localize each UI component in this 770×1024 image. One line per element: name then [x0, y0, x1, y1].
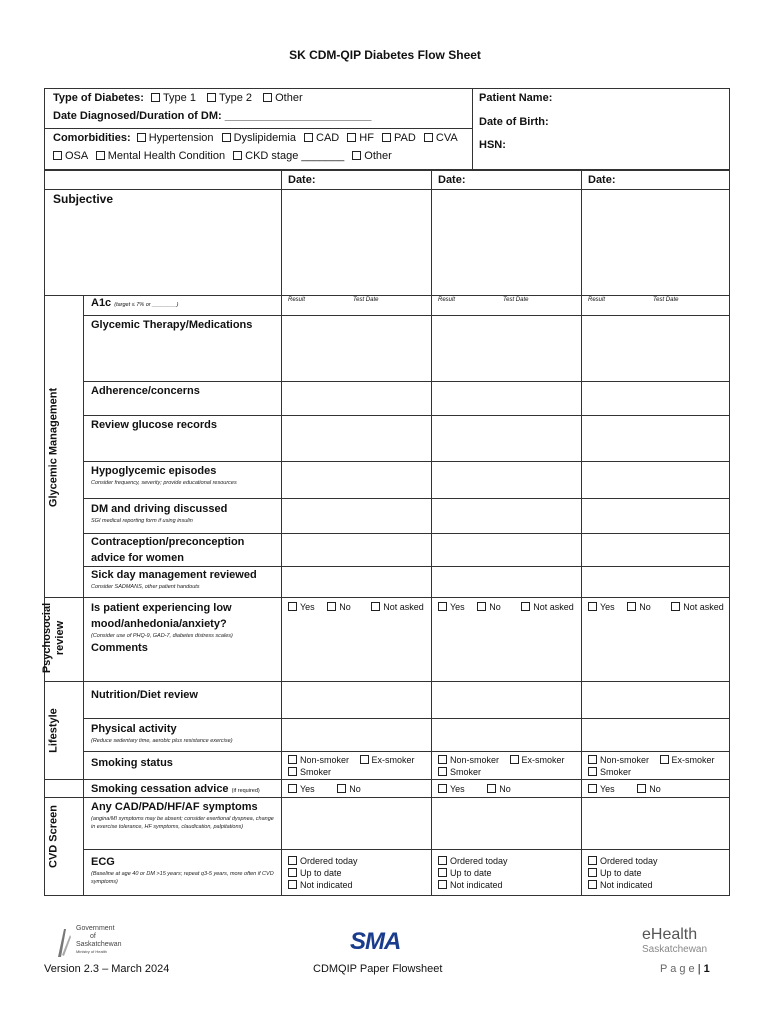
checkbox[interactable]	[288, 784, 297, 793]
opt-non-smoker: Non-smoker	[300, 755, 350, 765]
opt-not-indicated: Not indicated	[300, 880, 353, 890]
opt-yes: Yes	[450, 784, 465, 794]
date-header[interactable]: Date:	[438, 174, 466, 186]
page-label: P a g e	[660, 963, 695, 975]
hypo-sub: Consider frequency, severity; provide educational resources	[91, 480, 237, 486]
checkbox[interactable]	[53, 151, 62, 160]
mood-text: Is patient experiencing low mood/anhedonia/anxiety?	[91, 602, 232, 630]
grid-line	[45, 189, 729, 190]
checkbox[interactable]	[360, 755, 369, 764]
grid-line	[45, 681, 729, 682]
grid-line	[45, 597, 729, 598]
opt-ordered: Ordered today	[300, 856, 358, 866]
grid-line	[45, 779, 729, 780]
checkbox[interactable]	[588, 868, 597, 877]
opt-label: Hypertension	[148, 132, 214, 144]
opt-smoker: Smoker	[450, 767, 482, 777]
a1c-target: (target ≤ 7% or ________)	[114, 302, 179, 308]
wheat-icon	[52, 925, 74, 959]
checkbox[interactable]	[637, 784, 646, 793]
checkbox[interactable]	[233, 151, 242, 160]
mood-options-3	[588, 601, 724, 613]
opt-label: CVA	[435, 132, 458, 144]
checkbox[interactable]	[521, 602, 530, 611]
opt-yes: Yes	[300, 602, 315, 612]
subjective-label: Subjective	[53, 192, 114, 206]
opt-ex-smoker: Ex-smoker	[521, 755, 565, 765]
opt-yes: Yes	[600, 602, 615, 612]
grid-line	[45, 797, 729, 798]
ecg-options-1	[288, 855, 358, 891]
grid-line	[83, 849, 729, 850]
cessation-sub: (if required)	[231, 788, 260, 794]
checkbox[interactable]	[588, 856, 597, 865]
ecg-text: ECG	[91, 856, 115, 868]
grid-line	[83, 461, 729, 462]
activity-label	[91, 721, 233, 745]
grid-line	[83, 751, 729, 752]
opt-yes: Yes	[450, 602, 465, 612]
sick-sub: Consider SADMANS, other patient handouts	[91, 584, 200, 590]
gov-line3: Saskatchewan	[76, 941, 122, 948]
opt-label: Mental Health Condition	[107, 150, 226, 162]
cessation-options-3	[588, 783, 661, 795]
test-date-label: Test Date	[653, 297, 679, 303]
test-date-label: Test Date	[503, 297, 529, 303]
opt-label: Type 2	[219, 92, 253, 104]
checkbox[interactable]	[96, 151, 105, 160]
opt-no: No	[649, 784, 661, 794]
checkbox[interactable]	[438, 880, 447, 889]
grid-line	[83, 498, 729, 499]
a1c-text: A1c	[91, 297, 112, 309]
smoking-options-3	[588, 754, 715, 778]
grid-line	[83, 315, 729, 316]
mood-sub: (Consider use of PHQ-9, GAD-7, diabetes distress scales)	[91, 633, 233, 639]
opt-ordered: Ordered today	[600, 856, 658, 866]
checkbox[interactable]	[352, 151, 361, 160]
cad-text: Any CAD/PAD/HF/AF symptoms	[91, 801, 258, 813]
nutrition-label: Nutrition/Diet review	[91, 689, 198, 701]
ecg-label	[91, 854, 276, 886]
sick-label	[91, 567, 257, 591]
checkbox[interactable]	[438, 767, 447, 776]
opt-ex-smoker: Ex-smoker	[671, 755, 715, 765]
page-title: SK CDM-QIP Diabetes Flow Sheet	[289, 48, 481, 62]
page-number: P a g e | 1	[660, 963, 710, 975]
section-psychosocial: Psychosocial review	[41, 602, 66, 674]
activity-text: Physical activity	[91, 723, 177, 735]
section-glycemic: Glycemic Management	[47, 387, 60, 508]
sick-text: Sick day management reviewed	[91, 569, 257, 581]
checkbox[interactable]	[382, 133, 391, 142]
mood-options-1	[288, 601, 424, 613]
hypo-label	[91, 463, 237, 487]
hsn-field[interactable]: HSN:	[479, 139, 506, 151]
opt-not-indicated: Not indicated	[450, 880, 503, 890]
smoking-options-1	[288, 754, 415, 778]
ehealth-sub: Saskatchewan	[642, 944, 708, 955]
flow-sheet-grid	[41, 170, 730, 896]
opt-up-to-date: Up to date	[450, 868, 492, 878]
test-date-label: Test Date	[353, 297, 379, 303]
cessation-options-2	[438, 783, 511, 795]
checkbox[interactable]	[288, 755, 297, 764]
opt-label: Type 1	[162, 92, 196, 104]
version-text: Version 2.3 – March 2024	[44, 963, 170, 975]
checkbox[interactable]	[588, 755, 597, 764]
opt-ex-smoker: Ex-smoker	[371, 755, 415, 765]
checkbox[interactable]	[487, 784, 496, 793]
type-of-diabetes	[53, 92, 303, 104]
checkbox[interactable]	[288, 868, 297, 877]
checkbox[interactable]	[288, 602, 297, 611]
opt-non-smoker: Non-smoker	[600, 755, 650, 765]
opt-label: OSA	[65, 150, 88, 162]
contra-label: Contraception/preconception advice for women	[91, 536, 245, 564]
cad-label	[91, 799, 276, 831]
date-header[interactable]: Date:	[288, 174, 316, 186]
opt-no: No	[639, 602, 651, 612]
opt-smoker: Smoker	[300, 767, 332, 777]
checkbox[interactable]	[438, 868, 447, 877]
checkbox[interactable]	[627, 602, 636, 611]
section-cvd: CVD Screen	[47, 805, 60, 868]
comments-text: Comments	[91, 642, 148, 654]
checkbox[interactable]	[347, 133, 356, 142]
opt-no: No	[339, 602, 351, 612]
driving-label	[91, 501, 227, 525]
header-divider	[45, 128, 472, 129]
checkbox[interactable]	[222, 133, 231, 142]
footer-center: CDMQIP Paper Flowsheet	[313, 963, 443, 975]
checkbox[interactable]	[588, 880, 597, 889]
ehealth-text: eHealth	[642, 926, 698, 943]
page-num: 1	[703, 963, 710, 975]
opt-not-asked: Not asked	[383, 602, 424, 612]
glucose-label: Review glucose records	[91, 419, 217, 431]
opt-no: No	[349, 784, 361, 794]
opt-label: Dyslipidemia	[233, 132, 296, 144]
checkbox[interactable]	[438, 602, 447, 611]
comorbidities-line2	[53, 150, 392, 162]
activity-sub: (Reduce sedentary time, aerobic plus resistance exercise)	[91, 738, 233, 744]
opt-label: Other	[364, 150, 392, 162]
section-lifestyle: Lifestyle	[47, 708, 60, 753]
comorbidities-line1	[53, 132, 458, 144]
smoking-label: Smoking status	[91, 757, 173, 769]
result-label: Result	[438, 297, 456, 303]
checkbox[interactable]	[424, 133, 433, 142]
opt-ordered: Ordered today	[450, 856, 508, 866]
checkbox[interactable]	[438, 856, 447, 865]
ehealth-logo	[642, 926, 707, 956]
driving-sub: SGI medical reporting form if using insulin	[91, 518, 193, 524]
checkbox[interactable]	[263, 93, 272, 102]
cessation-text: Smoking cessation advice	[91, 783, 229, 795]
checkbox[interactable]	[438, 784, 447, 793]
checkbox[interactable]	[337, 784, 346, 793]
checkbox[interactable]	[671, 602, 680, 611]
opt-up-to-date: Up to date	[300, 868, 342, 878]
sma-text: SMA	[350, 928, 401, 955]
checkbox[interactable]	[151, 93, 160, 102]
driving-text: DM and driving discussed	[91, 503, 228, 515]
mood-label	[91, 600, 276, 656]
cessation-options-1	[288, 783, 361, 795]
checkbox[interactable]	[288, 767, 297, 776]
gov-line4: Ministry of Health	[76, 949, 107, 954]
checkbox[interactable]	[327, 602, 336, 611]
patient-name-field[interactable]: Patient Name:	[479, 92, 553, 104]
sma-logo	[350, 930, 400, 954]
opt-label: CAD	[316, 132, 340, 144]
checkbox[interactable]	[588, 784, 597, 793]
ecg-sub: (Baseline at age 40 or DM >15 years; repeat q3-5 years, more often if CVD symptoms)	[91, 871, 274, 885]
opt-non-smoker: Non-smoker	[450, 755, 500, 765]
checkbox[interactable]	[660, 755, 669, 764]
gov-line1: Government	[76, 925, 115, 932]
checkbox[interactable]	[371, 602, 380, 611]
cad-sub: (angina/MI symptoms may be absent; consider exertional dyspnea, change in exercise tolerance, HF symptoms, claudication, palpitations)	[91, 816, 274, 830]
opt-yes: Yes	[300, 784, 315, 794]
date-header[interactable]: Date:	[588, 174, 616, 186]
type-label: Type of Diabetes:	[53, 92, 144, 104]
gov-line2: of	[90, 933, 96, 940]
opt-smoker: Smoker	[600, 767, 632, 777]
gov-sask-logo	[52, 925, 132, 961]
mood-options-2	[438, 601, 574, 613]
smoking-options-2	[438, 754, 565, 778]
checkbox[interactable]	[304, 133, 313, 142]
opt-label: Other	[275, 92, 303, 104]
hypo-text: Hypoglycemic episodes	[91, 465, 217, 477]
opt-no: No	[489, 602, 501, 612]
date-diagnosed[interactable]: Date Diagnosed/Duration of DM: ________________________	[53, 110, 372, 122]
opt-no: No	[499, 784, 511, 794]
result-label: Result	[588, 297, 606, 303]
opt-label: HF	[359, 132, 374, 144]
opt-label: CKD stage _______	[245, 150, 345, 162]
comorb-label: Comorbidities:	[53, 132, 131, 144]
checkbox[interactable]	[288, 880, 297, 889]
checkbox[interactable]	[510, 755, 519, 764]
opt-up-to-date: Up to date	[600, 868, 642, 878]
result-label: Result	[288, 297, 306, 303]
opt-not-indicated: Not indicated	[600, 880, 653, 890]
opt-not-asked: Not asked	[683, 602, 724, 612]
ecg-options-2	[438, 855, 508, 891]
a1c-label	[91, 295, 178, 313]
grid-line	[83, 295, 84, 895]
ecg-options-3	[588, 855, 658, 891]
grid-line	[83, 381, 729, 382]
checkbox[interactable]	[477, 602, 486, 611]
grid-line	[83, 718, 729, 719]
therapy-label: Glycemic Therapy/Medications	[91, 319, 253, 331]
checkbox[interactable]	[207, 93, 216, 102]
dob-field[interactable]: Date of Birth:	[479, 116, 549, 128]
opt-not-asked: Not asked	[533, 602, 574, 612]
checkbox[interactable]	[288, 856, 297, 865]
adherence-label: Adherence/concerns	[91, 385, 200, 397]
checkbox[interactable]	[588, 602, 597, 611]
checkbox[interactable]	[438, 755, 447, 764]
patient-header	[44, 88, 730, 170]
checkbox[interactable]	[137, 133, 146, 142]
opt-yes: Yes	[600, 784, 615, 794]
checkbox[interactable]	[588, 767, 597, 776]
grid-line	[83, 415, 729, 416]
opt-label: PAD	[394, 132, 416, 144]
